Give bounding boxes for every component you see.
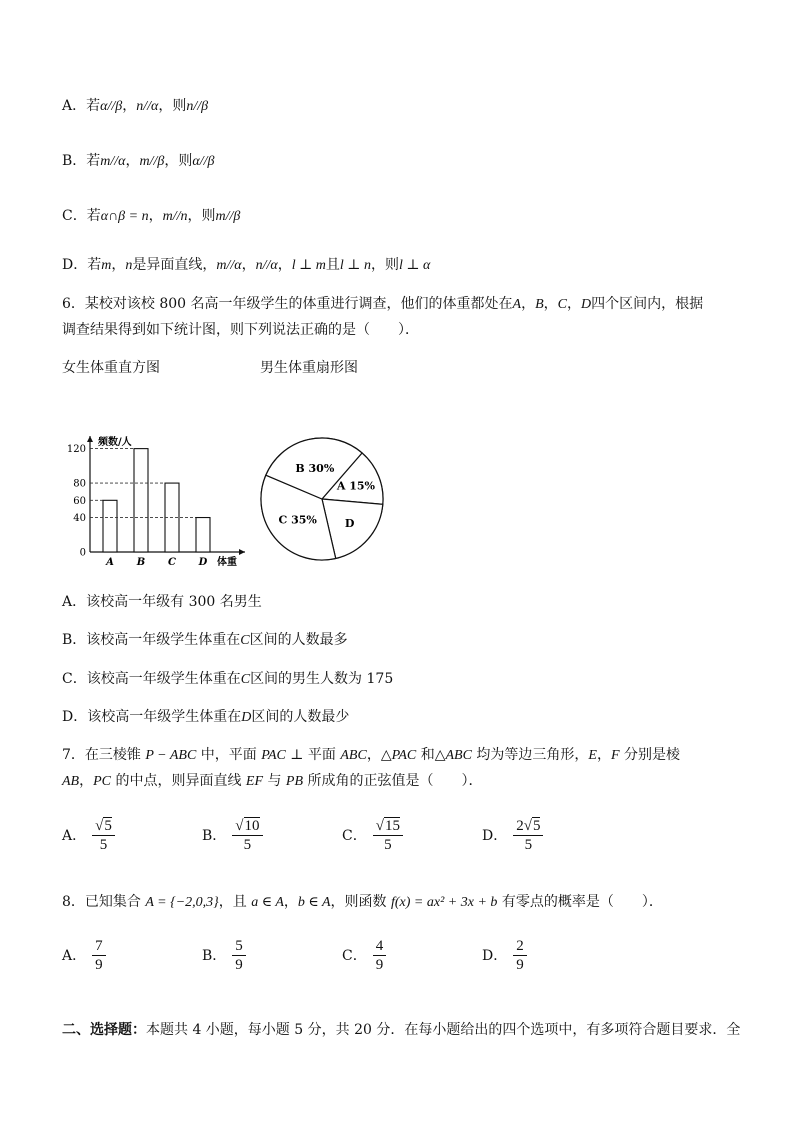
text: 该校高一年级学生体重在 bbox=[87, 709, 242, 725]
fraction bbox=[373, 817, 403, 854]
option-label: D． bbox=[62, 709, 88, 725]
math: A = {−2,0,3} bbox=[145, 895, 219, 910]
radical-sign: √ bbox=[95, 818, 104, 834]
q6-option-a bbox=[62, 592, 262, 612]
math: α∩β = n bbox=[100, 209, 149, 224]
option-label: A． bbox=[62, 594, 87, 610]
text: 若 bbox=[86, 208, 101, 224]
text: 该校高一年级学生体重在 bbox=[86, 671, 241, 687]
math: n//α bbox=[255, 258, 278, 273]
text: 区间的人数最少 bbox=[251, 709, 350, 725]
text: 若 bbox=[87, 257, 102, 273]
math: m//β bbox=[215, 209, 241, 224]
histogram-title: 女生体重直方图 bbox=[62, 360, 160, 376]
math: ABC bbox=[445, 748, 472, 763]
pie-label-C: C 35% bbox=[278, 513, 317, 527]
math: PC bbox=[93, 774, 111, 789]
option-label: D． bbox=[482, 827, 508, 844]
text: ，则函数 bbox=[330, 894, 391, 910]
y-tick-label: 40 bbox=[73, 513, 86, 525]
math: AB bbox=[62, 774, 80, 789]
fraction bbox=[92, 937, 106, 974]
text: 四个区间内，根据 bbox=[591, 296, 704, 312]
text: ， bbox=[122, 98, 137, 114]
math: l ⊥ α bbox=[398, 258, 431, 273]
math: n//β bbox=[186, 99, 209, 114]
text: 若 bbox=[86, 98, 101, 114]
fraction bbox=[232, 937, 246, 974]
numerator: 5 bbox=[232, 937, 246, 956]
math: F bbox=[610, 748, 620, 763]
coefficient: 2 bbox=[516, 818, 524, 834]
pie-label-B: B 30% bbox=[295, 462, 335, 476]
math: m//n bbox=[162, 209, 188, 224]
denominator: 9 bbox=[95, 957, 103, 973]
section-text: 本题共 4 小题，每小题 5 分，共 20 分．在每小题给出的四个选项中，有多项符合题目要求．全 bbox=[146, 1022, 741, 1038]
numerator: 4 bbox=[373, 937, 387, 956]
x-axis-label: 体重 bbox=[217, 557, 237, 568]
section-title: 二、选择题： bbox=[62, 1022, 146, 1038]
option-label: C． bbox=[62, 671, 87, 687]
q6-stem-line2 bbox=[62, 320, 419, 340]
text: ， bbox=[596, 747, 611, 763]
fraction bbox=[92, 817, 115, 854]
fraction bbox=[513, 937, 527, 974]
q6-option-d bbox=[62, 707, 349, 728]
radicand: 15 bbox=[384, 818, 400, 834]
y-tick-label: 0 bbox=[79, 547, 86, 559]
text: 分别是棱 bbox=[619, 747, 680, 763]
q7-option-d bbox=[482, 817, 543, 854]
fraction bbox=[232, 817, 262, 854]
option-label: C． bbox=[342, 947, 367, 964]
q7-option-c bbox=[342, 817, 403, 854]
text: ， bbox=[567, 296, 581, 312]
math: C bbox=[240, 672, 251, 687]
text: 6．某校对该校 800 名高一年级学生的体重进行调查，他们的体重都处在 bbox=[62, 296, 513, 312]
y-axis-arrow bbox=[87, 436, 93, 442]
text: ， bbox=[521, 296, 536, 312]
text: 该校高一年级学生体重在 bbox=[86, 632, 241, 648]
text: ，则 bbox=[158, 98, 187, 114]
text: ， bbox=[125, 153, 140, 169]
math: m//α bbox=[216, 258, 242, 273]
text: 该校高一年级有 300 名男生 bbox=[86, 594, 262, 610]
math: EF bbox=[245, 774, 264, 789]
option-label: B． bbox=[62, 153, 87, 169]
bar-B bbox=[134, 449, 148, 552]
math: f(x) = ax² + 3x + b bbox=[391, 895, 498, 910]
option-label: D． bbox=[482, 947, 508, 964]
radical-sign: √ bbox=[523, 818, 532, 834]
math: a ∈ A bbox=[251, 895, 284, 910]
text: ， bbox=[79, 773, 94, 789]
text: 均为等边三角形， bbox=[471, 747, 589, 763]
q7-stem-line2 bbox=[62, 771, 482, 792]
text: ， bbox=[241, 257, 256, 273]
text: 若 bbox=[86, 153, 101, 169]
option-label: B． bbox=[202, 827, 227, 844]
math: D bbox=[581, 297, 592, 312]
denominator: 5 bbox=[99, 837, 108, 853]
q7-stem-line1 bbox=[62, 745, 680, 766]
fraction bbox=[513, 817, 543, 854]
q7-option-a bbox=[62, 817, 115, 854]
text: ，则 bbox=[370, 257, 399, 273]
math: n//α bbox=[136, 99, 159, 114]
q8-option-a bbox=[62, 937, 106, 974]
option-label: A． bbox=[62, 98, 87, 114]
math: n bbox=[125, 258, 133, 273]
q6-stem-line1 bbox=[62, 294, 703, 315]
x-axis-arrow bbox=[239, 549, 245, 555]
q5-option-c bbox=[62, 206, 240, 227]
x-tick-label: B bbox=[136, 557, 146, 568]
math: α//β bbox=[100, 99, 123, 114]
q6-option-c bbox=[62, 669, 393, 690]
text: ，则 bbox=[187, 208, 216, 224]
text: 所成角的正弦值是（ ）． bbox=[303, 773, 483, 789]
math: C bbox=[557, 297, 567, 312]
pie-title: 男生体重扇形图 bbox=[260, 360, 358, 376]
y-tick-label: 60 bbox=[73, 495, 86, 507]
math: m//α bbox=[100, 154, 126, 169]
math: l ⊥ m bbox=[291, 258, 326, 273]
boys-weight-pie-chart bbox=[255, 432, 390, 567]
q5-option-b bbox=[62, 151, 215, 172]
q6-option-b bbox=[62, 630, 348, 651]
girls-weight-histogram bbox=[60, 428, 260, 573]
y-tick-label: 120 bbox=[66, 444, 86, 456]
math: l ⊥ n bbox=[339, 258, 371, 273]
text: 与 bbox=[263, 773, 286, 789]
radical-sign: √ bbox=[235, 818, 244, 834]
y-tick-label: 80 bbox=[73, 478, 86, 490]
text: 区间的人数最多 bbox=[249, 632, 348, 648]
q8-option-b bbox=[202, 937, 246, 974]
pie-label-A: A 15% bbox=[336, 479, 375, 493]
option-label: C． bbox=[342, 827, 367, 844]
text: ，且 bbox=[218, 894, 252, 910]
text: ⊥ 平面 bbox=[285, 747, 341, 763]
denominator: 9 bbox=[235, 957, 243, 973]
text: 的中点，则异面直线 bbox=[111, 773, 246, 789]
text: 8．已知集合 bbox=[62, 894, 146, 910]
math: m//β bbox=[139, 154, 165, 169]
y-axis-label: 频数/人 bbox=[98, 437, 132, 448]
text: 和△ bbox=[416, 747, 446, 763]
denominator: 5 bbox=[243, 837, 252, 853]
radicand: 10 bbox=[244, 818, 260, 834]
q8-option-d bbox=[482, 937, 527, 974]
text: ， bbox=[111, 257, 126, 273]
option-label: A． bbox=[62, 947, 87, 964]
math: α//β bbox=[192, 154, 215, 169]
math: PB bbox=[285, 774, 304, 789]
x-tick-label: C bbox=[168, 557, 176, 568]
text: ， bbox=[148, 208, 163, 224]
math: ABC bbox=[340, 748, 367, 763]
numerator: 2 bbox=[513, 937, 527, 956]
math: C bbox=[240, 633, 250, 648]
math: P − ABC bbox=[145, 748, 197, 763]
option-label: C． bbox=[62, 208, 87, 224]
text: 调查结果得到如下统计图，则下列说法正确的是（ ）． bbox=[62, 322, 419, 338]
q5-option-d bbox=[62, 255, 430, 276]
bar-D bbox=[196, 518, 210, 552]
text: ， bbox=[283, 894, 298, 910]
q8-option-c bbox=[342, 937, 386, 974]
denominator: 5 bbox=[384, 837, 392, 853]
radical-sign: √ bbox=[375, 818, 384, 834]
option-label: A． bbox=[62, 827, 87, 844]
denominator: 5 bbox=[524, 837, 533, 853]
math: PAC bbox=[391, 748, 417, 763]
q5-option-a bbox=[62, 96, 208, 117]
math: b ∈ A bbox=[297, 895, 331, 910]
section-2-heading bbox=[62, 1020, 740, 1040]
text: ， bbox=[277, 257, 292, 273]
bar-A bbox=[103, 500, 117, 552]
text: 7．在三棱锥 bbox=[62, 747, 146, 763]
text: 是异面直线， bbox=[132, 257, 217, 273]
math: m bbox=[101, 258, 112, 273]
text: 区间的男生人数为 175 bbox=[250, 671, 394, 687]
math: A bbox=[512, 297, 522, 312]
radicand: 5 bbox=[104, 818, 112, 834]
math: B bbox=[535, 297, 544, 312]
text: ， bbox=[543, 296, 558, 312]
option-label: B． bbox=[62, 632, 87, 648]
radicand: 5 bbox=[532, 818, 541, 834]
q8-stem bbox=[62, 892, 663, 913]
x-tick-label: D bbox=[198, 557, 208, 568]
q7-option-b bbox=[202, 817, 263, 854]
x-tick-label: A bbox=[106, 557, 114, 568]
text: ，则 bbox=[164, 153, 193, 169]
text: 中，平面 bbox=[196, 747, 262, 763]
denominator: 9 bbox=[516, 957, 524, 973]
option-label: D． bbox=[62, 257, 88, 273]
numerator: 7 bbox=[92, 937, 106, 956]
text: 且 bbox=[325, 257, 340, 273]
math: PAC bbox=[261, 748, 286, 763]
text: 有零点的概率是（ ）． bbox=[497, 894, 663, 910]
denominator: 9 bbox=[375, 957, 384, 973]
math: D bbox=[241, 710, 252, 725]
pie-label-D: D bbox=[344, 517, 355, 531]
text: ，△ bbox=[366, 747, 392, 763]
fraction bbox=[373, 937, 387, 974]
math: E bbox=[588, 748, 597, 763]
option-label: B． bbox=[202, 947, 227, 964]
